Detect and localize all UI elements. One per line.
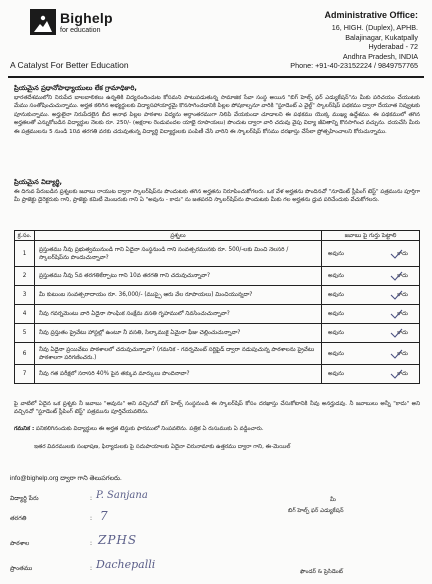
row-number: 6 [15,343,35,365]
note-label: గమనిక : [14,426,35,432]
checkmark-icon [390,368,416,380]
field-label: పాఠశాల [10,540,30,547]
answer-no-option[interactable] [394,272,411,280]
tagline: A Catalyst For Better Education [10,60,129,70]
answer-no-label: కాదు [397,330,408,336]
brand-subtitle: for education [60,27,101,34]
row-question: ప్రస్తుతము నీవు ప్రభుత్వమునుండి గాని ఏదైనా సంస్థనుండి గాని సంవత్సరమునకు రూ. 500/-లకు మించి నెలసరి / స్కాలర్‌షిప్‌ను పొందుచున్నావా? [35,241,322,267]
office-line: Balajinagar, Kukatpally [345,32,418,42]
field-place: ప్రాంతము : [10,565,93,572]
eligibility-note-paragraph: పై వాటిలో ఏదైన ఒక ప్రశ్నకు నీ జవాబు "అవును" అని వచ్చినచో బిగ్ హెల్ప్ సంస్థనుండి ఈ స్కాలర్‌షిప్ కోసం దరఖాస్తు చేసుకోటానికి నీవు అనర్హుడవు. నీ జవాబులు అన్నీ "కాదు" అని వచ్చినచో "స్టూడెంట్ స్లీపింగ్ టెస్ట్" పత్రమును పూర్తిచేయవలెను. [14,401,420,416]
table-row [15,365,420,384]
row-answer-cell[interactable] [322,305,420,324]
field-label: ప్రాంతము [10,565,33,572]
place-value[interactable]: Dachepalli [96,558,156,571]
column-header-questions: ప్రశ్నలు [35,231,322,241]
salutation-student: ప్రియమైన విద్యార్థి, [14,178,63,186]
table-row [15,267,420,286]
answer-no-option[interactable] [394,350,411,358]
office-title: Administrative Office: [324,10,418,20]
answer-yes-option[interactable]: అవును [328,311,344,317]
row-number: 1 [15,241,35,267]
checkmark-icon [390,327,416,339]
answer-yes-option[interactable]: అవును [328,292,344,298]
row-number: 7 [15,365,35,384]
salutation-headmaster: ప్రియమైన ప్రధానోపాధ్యాయులు లేక గ్రామాధికారి, [14,84,137,92]
row-number: 2 [15,267,35,286]
answer-no-label: కాదు [397,311,408,317]
answer-no-option[interactable] [394,310,411,318]
answer-yes-option[interactable]: అవును [328,371,344,377]
column-header-number: క్ర.సం. [15,231,35,241]
table-row [15,343,420,365]
answer-no-option[interactable] [394,250,411,258]
answer-yes-option[interactable]: అవును [328,350,344,357]
answer-yes-option[interactable]: అవును [328,330,344,336]
table-row [15,305,420,324]
office-line: 16, HIGH. (Duplex), APHB. [331,23,418,32]
answer-no-label: కాదు [397,350,408,357]
note-line [14,425,420,433]
row-number: 5 [15,324,35,343]
answer-no-label: కాదు [397,371,408,377]
table-row [15,286,420,305]
column-header-answer: జవాబు పై గుర్తు పెట్టాలి [322,231,420,241]
checkmark-icon [390,248,416,260]
note-text: పనికలిగినందుకు విద్యార్థులు ఈ అర్హత టెస్టుకు ఫారములో నింపవలెను. పత్రిక ఏ రుసుముకు ఏ వడ్డించారు. [36,426,264,432]
table-row [15,324,420,343]
office-address [228,9,418,71]
answer-no-option[interactable] [394,291,411,299]
answer-no-label: కాదు [397,292,408,298]
row-question: నీవు ఏదైనా ప్రయివేటు పాఠశాలలో చదువుచున్నావా? (గమనిక - గవర్నమెంట్ సర్టిఫైడ్ ద్వారా నడుపుచున్న పాఠశాలను ప్రైవేటు పాఠశాలగా పరిగణించరు.) [35,343,322,365]
office-phone: Phone: +91-40-23152224 / 9849757765 [290,61,418,71]
answer-yes-option[interactable]: అవును [328,273,344,279]
field-school: పాఠశాల : [10,540,93,547]
row-question: నీవు గవర్నమెంటు వారి ఏదైనా సాంఘిక సంక్షేమ వసతి గృహములో నివసించుచున్నావా? [35,305,322,324]
field-student-name: విద్యార్థి పేరు : [10,495,93,502]
table-header-row [15,231,420,241]
answer-no-label: కాదు [397,250,408,257]
field-label: విద్యార్థి పేరు [10,495,39,502]
checkmark-icon [390,270,416,282]
row-answer-cell[interactable] [322,343,420,365]
instructions-paragraph: ఈ దిగువ పేరుబడిన ప్రశ్నలకు జవాబు రాయుట ద్వారా స్కాలర్‌షిప్‌ను పొందుటకు తగిన అర్హతను నిరూపించుకోగలరు. ఒక వేళ అర్హతను పొందినచో "నూడెంట్ స్లీపింగ్ టెస్ట్" పత్రమును పూర్తిగా మీ ప్రాజెక్టు డైరెక్టరుకు గాని, ప్రాజెక్టు కమిటీ మెంబరుకు గాని ఏ "అవును - కాదు" ను జతపరచి స్కాలర్‌షిప్‌ను పొందుటకు మీకు గల అర్హతను ధ్రువ పరిచేందుకు వేచుకోగలరు. [14,189,420,204]
student-name-value[interactable]: P. Sanjana [96,490,148,501]
row-question: ప్రస్తుతము నీవు 5వ తరగతికేర్పాటు గాని 10వ తరగతి గాని చదువుచున్నావా? [35,267,322,286]
row-answer-cell[interactable] [322,267,420,286]
class-value[interactable]: 7 [100,509,108,523]
header-divider [8,76,424,78]
office-line: Andhra Pradesh, INDIA [342,51,418,61]
contact-paragraph: ఇతర వివరములకు సంభాషణ, ఫిర్యాదులకు పై సదుపాయాలకు ఏదైనా చిరునామాకు ఉత్తరము ద్వారా గాని, ఈ-మెయిల్ [34,444,291,450]
eligibility-table [14,230,420,384]
answer-no-label: కాదు [397,273,408,279]
answer-no-option[interactable] [394,370,411,378]
table-row [15,241,420,267]
field-label: తరగతి [10,515,27,522]
brand-name: Bighelp [60,10,113,26]
answer-no-option[interactable] [394,329,411,337]
row-number: 3 [15,286,35,305]
office-line: Hyderabad - 72 [368,42,418,52]
field-class: తరగతి : [10,515,93,522]
bighelp-logo-icon [30,9,56,35]
row-answer-cell[interactable] [322,286,420,305]
checkmark-icon [390,348,416,360]
signature-line-1: మీ [330,497,336,503]
row-answer-cell[interactable] [322,241,420,267]
signature-line-3: ఫౌండర్ & ప్రెసిడెంట్ [300,569,343,575]
signature-line-2: బిగ్ హెల్ప్ ఫర్ ఎడ్యుకేషన్ [288,508,344,514]
row-answer-cell[interactable] [322,324,420,343]
answer-yes-option[interactable]: అవును [328,250,344,257]
row-answer-cell[interactable] [322,365,420,384]
email-line: info@bighelp.org ద్వారా గాని తెలుపగలరు. [10,475,122,482]
school-value[interactable]: ZPHS [98,533,138,547]
checkmark-icon [390,308,416,320]
row-number: 4 [15,305,35,324]
checkmark-icon [390,289,416,301]
row-question: నీవు గత పరీక్షలో సరాసరి 40% పైన తక్కువ మార్కులు పొందినావా? [35,365,322,384]
row-question: మీ కుటుంబ సంవత్సరాదాయం రూ. 36,000/- (ముప్పై ఆరు వేల రూపాయలు) మించియున్నదా? [35,286,322,305]
intro-paragraph: భారతదేశములోని నిరుపేద బాలబాలికలు ఉన్నతికి విద్యనందించుట కోసమని పాటుపడుతున్న సామాజిక సేవా సంస్థ అయిన "బిగ్ హెల్ప్ ఫర్ ఎడ్యుకేషన్"ను మీకు పరిచయం చేయుటకు మేము సంతోషించుచున్నాము. అర్హత కలిగిన అభ్యర్థులకు విద్యాసహాయార్థమై కొనసాగించడానికి పిల్లల పోషకాల్పనూ వారికి "స్టూడెంట్ ఎ వైల్డ్" స్కాలర్‌షిప్ పథకము ద్వారా దేయూత నివ్వుటకు పూనుకున్నాము. అర్హులైనా నిరుపేదలైన బీద అనాథ పిల్లల పాఠశాల విద్యను అర్ధాంతరముగా నిలిపి వేయకుండా చూడాలని ఈ పథకము యొక్క ముఖ్య ఉద్దేశము. ఈ పథకములో తగిన అర్హతలతో ఎన్నుకోబడిన విద్యార్థుల నెలకు రూ. 250/- (అక్షరాల రెండువందల యాభై రూపాయలు) పొందుట ద్వారా వారి చదువు వైపు విద్యా జీవితాన్ని కొనసాగించ వచ్చును. దయచేసి మీరు ఈ పత్రములను 5 నుండి 10వ తరగతి వరకు చదువుతున్న విద్యార్థి విద్యార్థులకు పంపిణీ చేసి వారిని ఈ స్కాలర్‌షిప్ కోసము దరఖాస్తు చేసేలా ప్రోత్సహించాలని కోరుచున్నాము. [14,95,420,135]
row-question: నీవు ప్రస్తుతం ప్రైవేటు హాస్టల్లో ఉంటూ నీ వసతి, సిల్కాముకై ఏమైనా ఫీజు చెల్లించుచున్నావా? [35,324,322,343]
